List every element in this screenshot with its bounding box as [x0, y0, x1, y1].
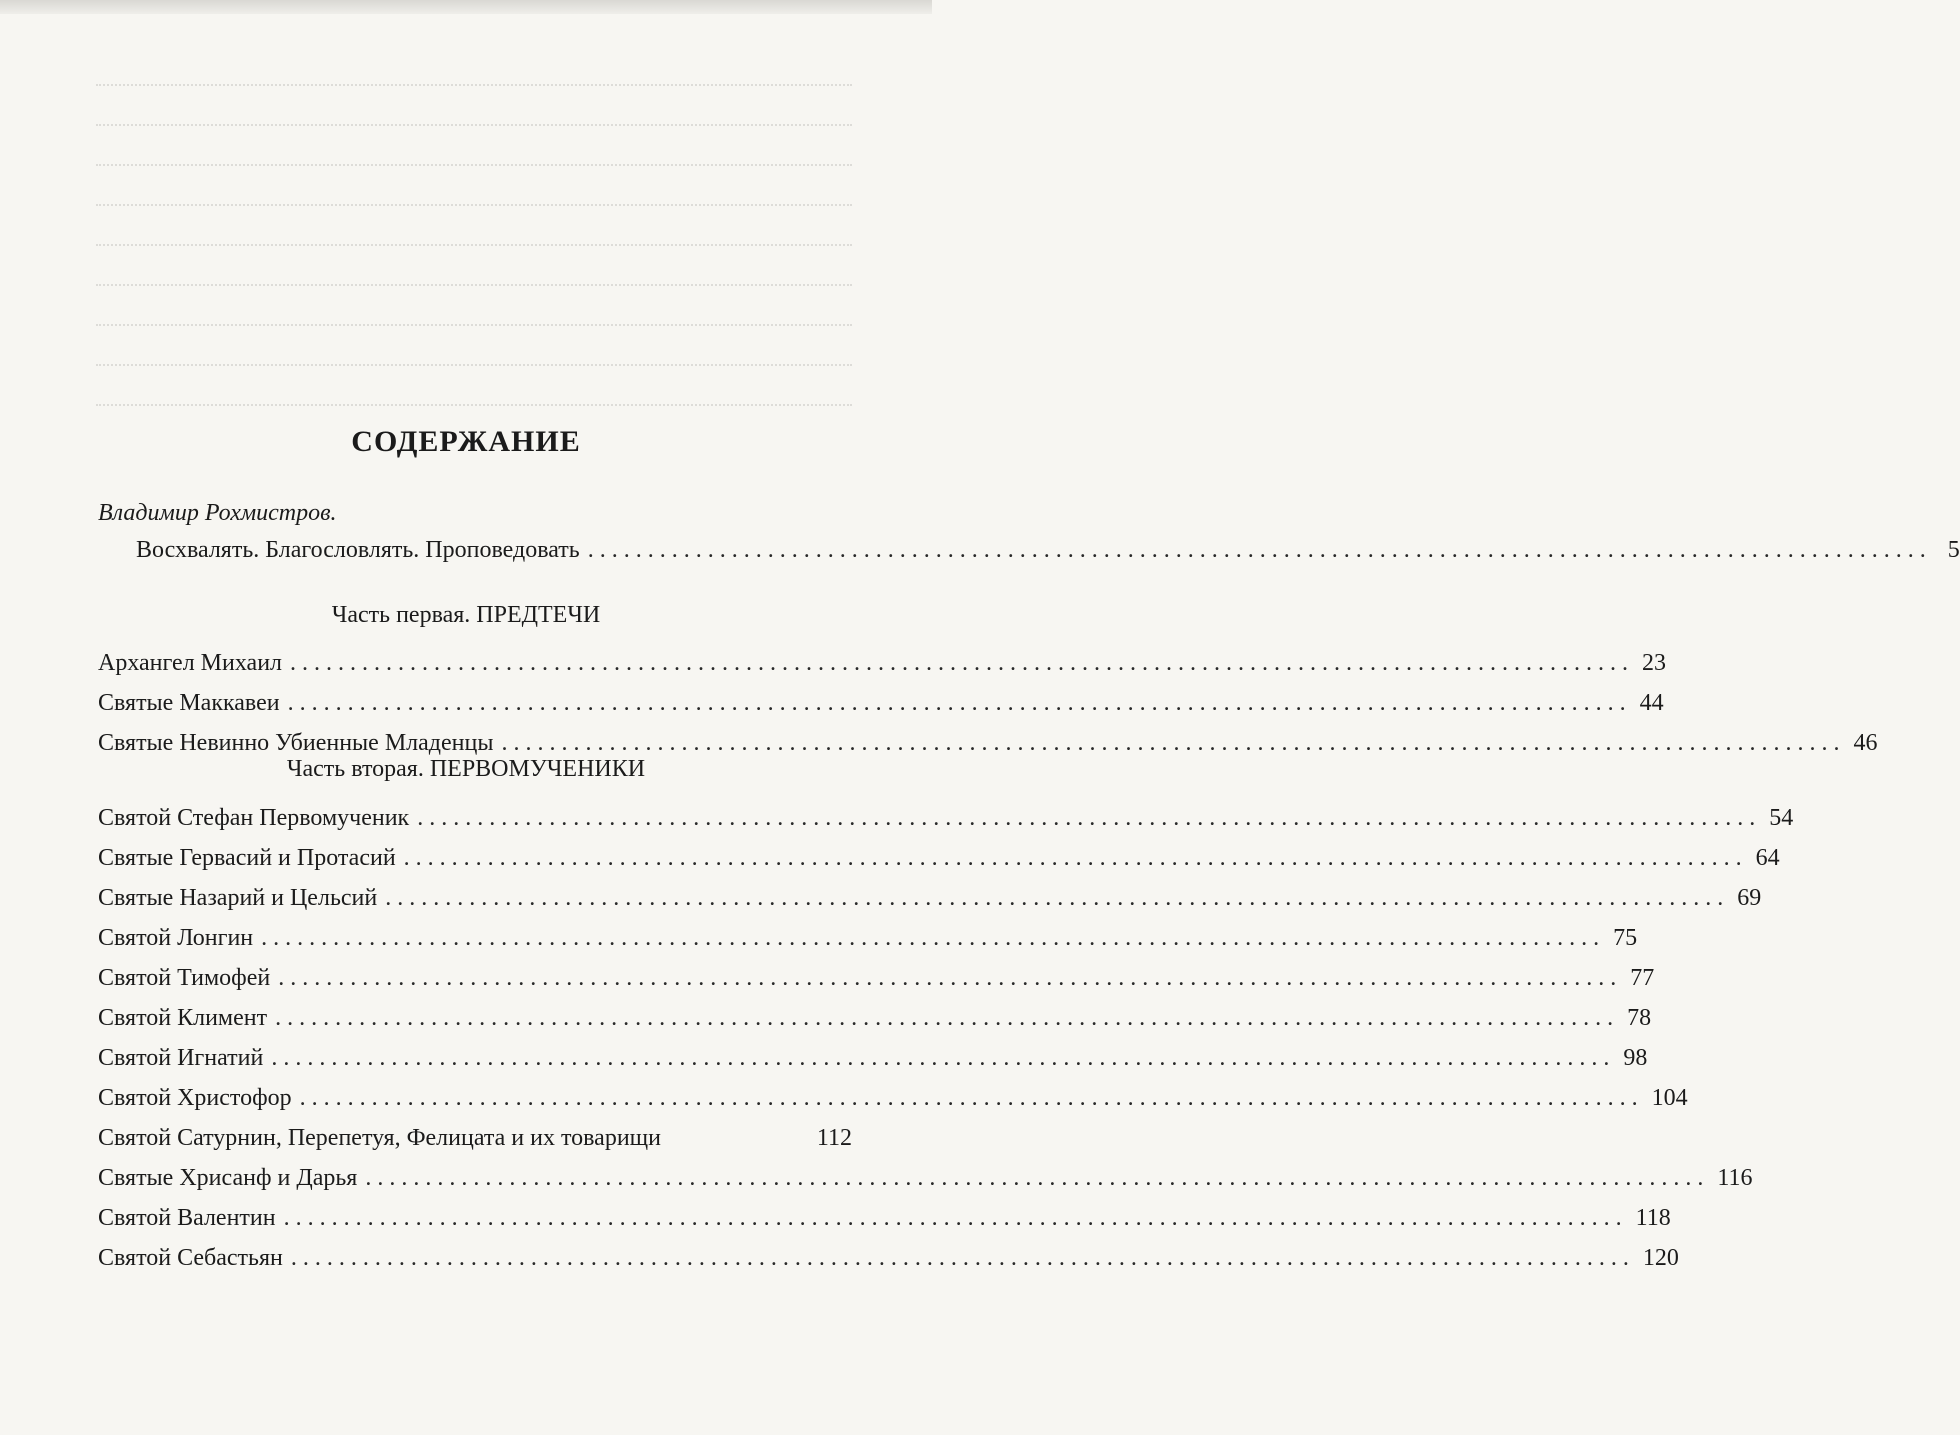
leader-dots: ................................................................................................................ — [290, 1245, 1635, 1271]
toc-entry[interactable] — [98, 1205, 1671, 1237]
toc-entry[interactable] — [98, 690, 1664, 722]
toc-entry[interactable] — [98, 925, 1638, 957]
toc-entry[interactable] — [98, 1085, 1688, 1117]
toc-entry-page: 54 — [1769, 805, 1794, 831]
toc-entry-title: Святой Игнатий — [98, 1045, 264, 1071]
leader-dots: ................................................................................................................ — [365, 1165, 1710, 1191]
toc-entry[interactable] — [98, 805, 1794, 837]
toc-entry-page: 112 — [816, 1125, 852, 1151]
toc-entry-page: 64 — [1755, 845, 1780, 871]
toc-entry[interactable] — [98, 650, 1667, 682]
toc-entry-page: 69 — [1737, 885, 1762, 911]
toc-entry-page: 46 — [1853, 730, 1878, 756]
toc-entry-title: Святой Сатурнин, Перепетуя, Фелицата и их товарищи — [98, 1125, 662, 1151]
toc-entry-page: 23 — [1642, 650, 1667, 676]
toc-entry-intro[interactable] — [136, 537, 1960, 569]
toc-entry[interactable] — [98, 1125, 852, 1157]
toc-entry-title: Святые Маккавеи — [98, 690, 280, 716]
toc-entry[interactable] — [98, 1245, 1679, 1277]
toc-entry-page: 120 — [1642, 1245, 1679, 1271]
toc-entry-page: 118 — [1635, 1205, 1671, 1231]
page-top-edge — [0, 0, 932, 14]
toc-entry-page: 116 — [1717, 1165, 1753, 1191]
toc-entry-page: 75 — [1613, 925, 1638, 951]
toc-entry[interactable] — [98, 845, 1780, 877]
leader-dots: ................................................................................................................ — [299, 1085, 1644, 1111]
toc-entry[interactable] — [98, 885, 1762, 917]
toc-entry-title: Святой Валентин — [98, 1205, 276, 1231]
toc-entry[interactable] — [98, 1005, 1652, 1037]
toc-entry-page: 98 — [1623, 1045, 1648, 1071]
intro-author: Владимир Рохмистров. — [98, 500, 337, 526]
toc-entry-title: Святой Тимофей — [98, 965, 271, 991]
toc-entry-title: Святые Невинно Убиенные Младенцы — [98, 730, 494, 756]
leader-dots: ................................................................................................................ — [278, 965, 1623, 991]
toc-entry-title: Святой Лонгин — [98, 925, 254, 951]
toc-entry-title: Святые Хрисанф и Дарья — [98, 1165, 358, 1191]
leader-dots: ................................................................................................................ — [290, 650, 1635, 676]
bleed-through-text — [96, 50, 852, 410]
leader-dots: ................................................................................................................ — [275, 1005, 1620, 1031]
leader-dots: ................................................................................................................ — [271, 1045, 1616, 1071]
toc-entry-title: Святой Христофор — [98, 1085, 292, 1111]
toc-entry-title: Святой Стефан Первомученик — [98, 805, 410, 831]
toc-title: СОДЕРЖАНИЕ — [351, 425, 581, 458]
toc-entry-page: 5 — [1947, 537, 1960, 563]
toc-entry-title: Святые Гервасий и Протасий — [98, 845, 396, 871]
leader-dots: ................................................................................................................ — [501, 730, 1846, 756]
toc-entry-title: Архангел Михаил — [98, 650, 283, 676]
leader-dots: ................................................................................................................ — [417, 805, 1762, 831]
leader-dots: ................................................................................................................ — [261, 925, 1606, 951]
toc-entry-title: Восхвалять. Благословлять. Проповедовать — [136, 537, 580, 563]
toc-entry-title: Святые Назарий и Цельсий — [98, 885, 378, 911]
toc-entry-page: 78 — [1627, 1005, 1652, 1031]
toc-entry-title: Святой Себастьян — [98, 1245, 283, 1271]
toc-entry-page: 44 — [1639, 690, 1664, 716]
part-2-heading: Часть вторая. ПЕРВОМУЧЕНИКИ — [286, 756, 646, 782]
leader-dots: ................................................................................................................ — [587, 537, 1932, 563]
toc-entry-page: 77 — [1630, 965, 1655, 991]
leader-dots: ................................................................................................................ — [403, 845, 1748, 871]
part-1-heading: Часть первая. ПРЕДТЕЧИ — [331, 602, 601, 628]
toc-entry[interactable] — [98, 1165, 1753, 1197]
toc-entry[interactable] — [98, 1045, 1648, 1077]
toc-entry-title: Святой Климент — [98, 1005, 268, 1031]
leader-dots: ................................................................................................................ — [385, 885, 1730, 911]
leader-dots: ................................................................................................................ — [287, 690, 1632, 716]
toc-entry-page: 104 — [1651, 1085, 1688, 1111]
leader-dots: ................................................................................................................ — [283, 1205, 1628, 1231]
toc-entry[interactable] — [98, 965, 1655, 997]
